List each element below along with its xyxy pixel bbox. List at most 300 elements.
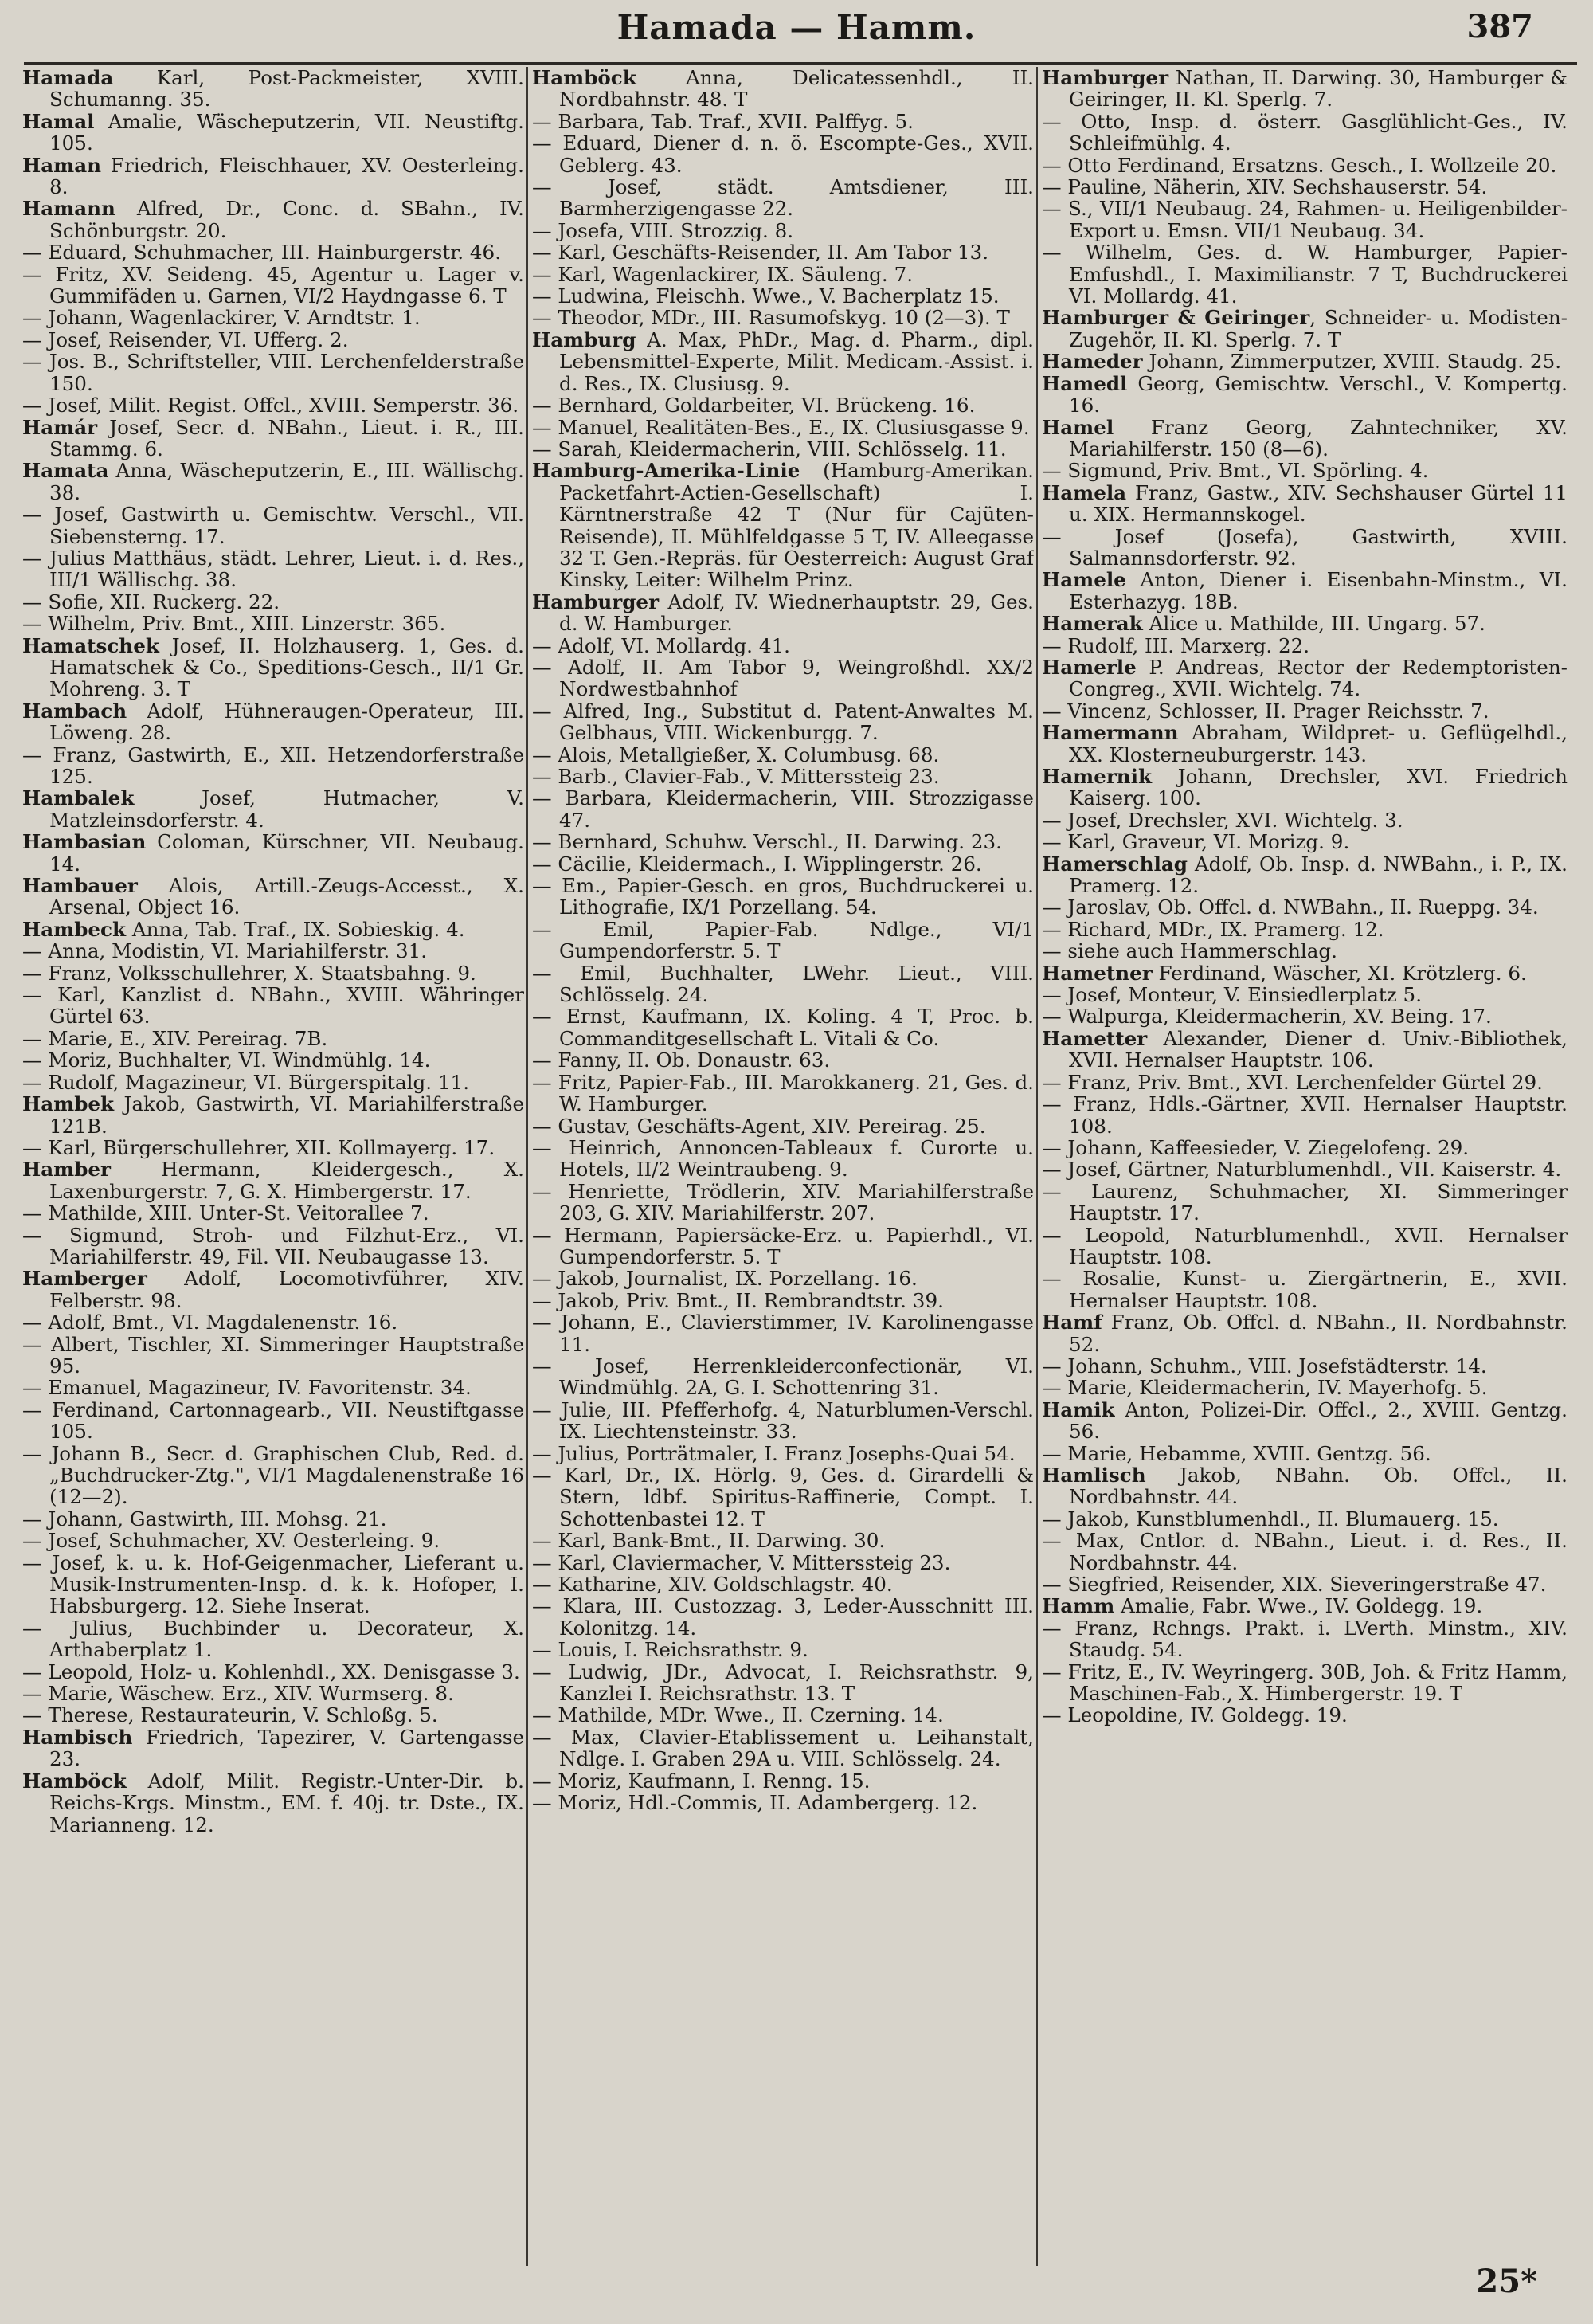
entry-text: Alice u. Mathilde, III. Ungarg. 57. [1142,612,1485,636]
directory-entry [22,1334,524,1378]
entry-text: — Sigmund, Stroh- und Filzhut-Erz., VI. Mariahilferstr. 49, Fil. VII. Neubaugasse 13. [22,1223,524,1268]
directory-entry [532,241,1034,263]
entry-text: Franz, Gastw., XIV. Sechshauser Gürtel 11 u. XIX. Hermannskogel. [1069,480,1568,527]
directory-entry [1042,1355,1568,1377]
directory-entry [1042,351,1568,372]
directory-entry [532,962,1034,1006]
entry-surname: Hametter [1042,1026,1148,1050]
entry-text: — Alois, Metallgießer, X. Columbusg. 68. [532,743,940,766]
entry-text: — Henriette, Trödlerin, XIV. Mariahilferstraße 203, G. XIV. Mariahilferstr. 207. [532,1179,1034,1225]
entry-surname: Hamela [1042,480,1127,504]
entry-text: — Fritz, E., IV. Weyringerg. 30B, Joh. & Fritz Hamm, Maschinen-Fab., X. Himbergerstr. 19. T [1042,1660,1568,1706]
entry-text: — S., VII/1 Neubaug. 24, Rahmen- u. Heiligenbilder-Export u. Emsn. VII/1 Neubaug. 34. [1042,197,1568,242]
entry-text: — Josef, Herrenkleiderconfectionär, VI. Windmühlg. 2A, G. I. Schottenring 31. [532,1354,1034,1400]
directory-entry [1042,460,1568,481]
entry-text: A. Max, PhDr., Mag. d. Pharm., dipl. Lebensmittel-Experte, Milit. Medicam.-Assist. i. d. Res., IX. Clusiusg. 9. [559,327,1034,395]
entry-text: — Katharine, XIV. Goldschlagstr. 40. [532,1573,893,1597]
entry-text: — Jaroslav, Ob. Offcl. d. NWBahn., II. Rueppg. 34. [1042,896,1539,919]
directory-entry [1042,613,1568,634]
entry-text: — Jos. B., Schriftsteller, VIII. Lerchenfelderstraße 150. [22,350,524,395]
entry-text: — Ernst, Kaufmann, IX. Koling. 4 T, Proc. b. Commanditgesellschaft L. Vitali & Co. [532,1005,1034,1050]
entry-text: P. Andreas, Rector der Redemptoristen-Congreg., XVII. Wichtelg. 74. [1069,655,1568,701]
directory-entry [532,1225,1034,1268]
directory-entry [1042,809,1568,831]
directory-entry [1042,569,1568,613]
entry-text: Abraham, Wildpret- u. Geflügelhdl., XX. Klosterneuburgerstr. 143. [1069,721,1568,766]
directory-entry [532,1552,1034,1574]
directory-entry [22,155,524,198]
directory-entry [532,1464,1034,1530]
entry-text: Alois, Artill.-Zeugs-Accesst., X. Arsenal, Object 16. [49,874,524,919]
entry-surname: Hamik [1042,1397,1115,1421]
entry-text: — Johann, Gastwirth, III. Mohsg. 21. [22,1507,387,1530]
directory-entry [22,1617,524,1661]
entry-text: — Sofie, XII. Ruckerg. 22. [22,590,280,613]
directory-entry [22,984,524,1028]
entry-text: — Ludwig, JDr., Advocat, I. Reichsrathstr. 9, Kanzlei I. Reichsrathstr. 13. T [532,1660,1034,1706]
entry-text: — Josefa, VIII. Strozzig. 8. [532,218,794,242]
directory-entry [532,1181,1034,1225]
directory-entry [1042,176,1568,198]
directory-entry [532,700,1034,744]
directory-entry [1042,198,1568,241]
entry-surname: Hamburger & Geiringer [1042,306,1310,330]
signature-mark: 25* [1476,2263,1537,2300]
entry-text: — Karl, Wagenlackirer, IX. Säuleng. 7. [532,262,914,286]
directory-entry [1042,831,1568,852]
entry-surname: Hamerschlag [1042,852,1188,876]
directory-entry [532,1072,1034,1115]
directory-entry [532,1290,1034,1311]
directory-entry [22,1158,524,1202]
entry-text: — Josef, städt. Amtsdiener, III. Barmherzigengasse 22. [532,175,1034,221]
directory-entry [22,351,524,394]
directory-entry [532,1049,1034,1071]
entry-text: — Hermann, Papiersäcke-Erz. u. Papierhdl., VI. Gumpendorferstr. 5. T [532,1223,1034,1268]
directory-entry [1042,1530,1568,1574]
directory-entry [532,591,1034,635]
directory-entry [22,394,524,416]
directory-entry [22,1093,524,1137]
entry-text: — Eduard, Diener d. n. ö. Escompte-Ges., XVII. Geblerg. 43. [532,131,1034,177]
entry-text: — Franz, Hdls.-Gärtner, XVII. Hernalser Hauptstr. 108. [1042,1092,1568,1138]
entry-text: Hermann, Kleidergesch., X. Laxenburgerstr. 7, G. X. Himbergerstr. 17. [49,1158,524,1203]
page-header [0,0,1593,56]
entry-text: — Ferdinand, Cartonnagearb., VII. Neustiftgasse 105. [22,1397,524,1444]
entry-text: — Gustav, Geschäfts-Agent, XIV. Pereirag. 25. [532,1114,986,1138]
entry-text: — Moriz, Hdl.-Commis, II. Adambergerg. 12. [532,1791,978,1815]
entry-text: — Eduard, Schuhmacher, III. Hainburgerstr. 46. [22,241,502,265]
directory-entry [22,1028,524,1049]
entry-text: Alexander, Diener d. Univ.-Bibliothek, XVII. Hernalser Hauptstr. 106. [1069,1026,1568,1072]
entry-text: — Franz, Gastwirth, E., XII. Hetzendorferstraße 125. [22,743,524,788]
directory-entry [1042,722,1568,766]
entry-text: Josef, II. Holzhauserg. 1, Ges. d. Hamatschek & Co., Speditions-Gesch., II/1 Gr. Mohreng. 3. T [49,633,524,701]
column-divider [1036,67,1038,2266]
entry-text: (Hamburg-Amerikan. Packetfahrt-Actien-Gesellschaft) I. Kärntnerstraße 42 T (Nur für Cajüten-Reisende), II. Mühlfeldgasse 5 T, IV. Alleegasse 32 T. Gen.-Repräs. für Oesterreich: August Graf Kinsky, Leiter: Wilhelm Prinz. [559,459,1034,592]
entry-text: — Klara, III. Custozzag. 3, Leder-Ausschnitt III. Kolonitzg. 14. [532,1594,1034,1640]
entry-text: — Fanny, II. Ob. Donaustr. 63. [532,1048,831,1072]
entry-text: Josef, Hutmacher, V. Matzleinsdorferstr. 4. [49,786,524,832]
directory-entry [22,264,524,308]
directory-entry [22,1508,524,1530]
directory-entry [532,329,1034,394]
directory-entry [22,1225,524,1268]
entry-surname: Hamburg [532,327,636,351]
entry-surname: Hamerak [1042,612,1143,636]
directory-entry [1042,1072,1568,1093]
directory-entry [532,1704,1034,1726]
directory-entry [1042,853,1568,897]
entry-text: — Heinrich, Annoncen-Tableaux f. Curorte u. Hotels, II/2 Weintraubeng. 9. [532,1135,1034,1182]
entry-surname: Hamermann [1042,721,1179,745]
entry-text: — Josef, Gärtner, Naturblumenhdl., VII. Kaiserstr. 4. [1042,1158,1562,1182]
entry-text: — Ludwina, Fleischh. Wwe., V. Bacherplatz 15. [532,284,1000,308]
entry-text: — Louis, I. Reichsrathstr. 9. [532,1638,808,1662]
directory-entry [1042,417,1568,460]
directory-entry [1042,962,1568,984]
directory-entry [22,1552,524,1617]
entry-text: Amalie, Fabr. Wwe., IV. Goldegg. 19. [1114,1594,1483,1618]
running-title: Hamada — Hamm. [616,8,977,47]
entry-text: — Julius Matthäus, städt. Lehrer, Lieut. i. d. Res., III/1 Wällischg. 38. [22,546,524,592]
entry-surname: Hamann [22,197,115,221]
directory-entry [22,1661,524,1683]
directory-entry [22,919,524,940]
entry-text: — Julius, Buchbinder u. Decorateur, X. Arthaberplatz 1. [22,1616,524,1662]
directory-entry [22,1443,524,1508]
page-number: 387 [1466,8,1533,45]
directory-entry [532,1443,1034,1464]
entry-surname: Hamm [1042,1594,1115,1618]
entry-text: — Franz, Priv. Bmt., XVI. Lerchenfelder Gürtel 29. [1042,1070,1543,1094]
directory-entry [1042,635,1568,656]
directory-entry [532,1661,1034,1705]
entry-surname: Hamberger [22,1267,147,1291]
entry-text: — Emanuel, Magazineur, IV. Favoritenstr. 34. [22,1376,472,1400]
entry-text: Adolf, Locomotivführer, XIV. Felberstr. 98. [49,1267,524,1312]
entry-text: — Karl, Graveur, VI. Morizg. 9. [1042,830,1350,854]
directory-entry [22,700,524,744]
entry-surname: Hamburger [1042,67,1169,89]
entry-surname: Hamatschek [22,633,159,657]
entry-text: Friedrich, Fleischhauer, XV. Oesterleing. 8. [49,153,524,199]
entry-text: — Mathilde, MDr. Wwe., II. Czerning. 14. [532,1703,944,1727]
entry-text: — Vincenz, Schlosser, II. Prager Reichsstr. 7. [1042,699,1489,723]
directory-entry [1042,241,1568,307]
entry-text: — Julius, Porträtmaler, I. Franz Josephs-Quai 54. [532,1441,1016,1465]
entry-text: — Marie, E., XIV. Pereirag. 7B. [22,1026,328,1050]
directory-entry [1042,700,1568,722]
directory-entry [532,1726,1034,1770]
entry-text: — Walpurga, Kleidermacherin, XV. Being. 17. [1042,1005,1492,1029]
entry-surname: Hambach [22,699,127,723]
entry-text: — Franz, Rchngs. Prakt. i. LVerth. Minstm., XIV. Staudg. 54. [1042,1616,1568,1662]
entry-text: Anna, Tab. Traf., IX. Sobieskig. 4. [126,917,465,941]
entry-surname: Hamernik [1042,765,1153,788]
entry-text: Franz, Ob. Offcl. d. NBahn., II. Nordbahnstr. 52. [1069,1311,1568,1356]
directory-entry [532,1530,1034,1551]
directory-entry [532,132,1034,176]
entry-text: — Jakob, Journalist, IX. Porzellang. 16. [532,1267,918,1291]
directory-entry [532,853,1034,875]
directory-entry [532,1137,1034,1181]
entry-surname: Hamber [22,1158,111,1182]
directory-entry [532,1005,1034,1049]
entry-text: — siehe auch Hammerschlag. [1042,939,1337,963]
entry-text: — Jakob, Kunstblumenhdl., II. Blumauerg. 15. [1042,1507,1499,1530]
entry-text: — Josef (Josefa), Gastwirth, XVIII. Salmannsdorferstr. 92. [1042,524,1568,570]
entry-text: Johann, Drechsler, XVI. Friedrich Kaiserg. 100. [1069,765,1568,810]
directory-entry [1042,482,1568,526]
entry-text: — Emil, Papier-Fab. Ndlge., VI/1 Gumpendorferstr. 5. T [532,917,1034,963]
entry-text: — Max, Cntlor. d. NBahn., Lieut. i. d. Res., II. Nordbahnstr. 44. [1042,1529,1568,1574]
entry-text: — Bernhard, Schuhw. Verschl., II. Darwing. 23. [532,830,1002,854]
directory-entry [22,1726,524,1770]
directory-entry [1042,1181,1568,1225]
entry-text: — Marie, Wäschew. Erz., XIV. Wurmserg. 8. [22,1682,454,1706]
directory-entry [22,241,524,263]
entry-text: — Siegfried, Reisender, XIX. Sieveringerstraße 47. [1042,1573,1547,1597]
directory-entry [22,1049,524,1071]
directory-entry [1042,1704,1568,1726]
entry-text: Johann, Zimmerputzer, XVIII. Staudg. 25. [1142,350,1562,374]
entry-text: — Johann, E., Clavierstimmer, IV. Karolinengasse 11. [532,1311,1034,1356]
directory-entry [532,220,1034,241]
directory-entry [22,1072,524,1093]
directory-entry [532,1399,1034,1443]
entry-text: — Em., Papier-Gesch. en gros, Buchdruckerei u. Lithografie, IX/1 Porzellang. 54. [532,874,1034,919]
directory-entry [22,1770,524,1836]
directory-entry [1042,1574,1568,1595]
directory-entry [1042,1595,1568,1617]
entry-surname: Hamf [1042,1311,1102,1334]
entry-text: — Albert, Tischler, XI. Simmeringer Hauptstraße 95. [22,1332,524,1378]
entry-text: — Karl, Geschäfts-Reisender, II. Am Tabor 13. [532,241,989,265]
entry-surname: Haman [22,153,102,177]
entry-text: Anna, Delicatessenhdl., II. Nordbahnstr. 48. T [559,67,1034,112]
directory-entry [1042,1661,1568,1705]
directory-entry [1042,1137,1568,1158]
directory-entry [532,417,1034,438]
directory-entry [532,1792,1034,1813]
entry-text: — Rudolf, III. Marxerg. 22. [1042,633,1310,657]
entry-text: — Julie, III. Pfefferhofg. 4, Naturblumen-Verschl. IX. Liechtensteinstr. 33. [532,1397,1034,1444]
entry-text: — Manuel, Realitäten-Bes., E., IX. Clusiusgasse 9. [532,415,1030,439]
entry-text: — Rosalie, Kunst- u. Ziergärtnerin, E., XVII. Hernalser Hauptstr. 108. [1042,1267,1568,1312]
entry-surname: Hamböck [22,1769,127,1793]
directory-entry [532,285,1034,307]
directory-entry [22,635,524,700]
column-right [1042,67,1568,2250]
directory-entry [22,547,524,591]
entry-text: — Leopold, Holz- u. Kohlenhdl., XX. Denisgasse 3. [22,1660,520,1683]
entry-text: Karl, Post-Packmeister, XVIII. Schumanng. 35. [49,67,524,112]
directory-entry [532,919,1034,962]
directory-entry [532,307,1034,328]
entry-text: — Josef, Drechsler, XVI. Wichtelg. 3. [1042,808,1403,832]
directory-entry [22,1202,524,1224]
directory-entry [22,744,524,788]
entry-text: — Marie, Kleidermacherin, IV. Mayerhofg. 5. [1042,1376,1488,1400]
directory-entry [22,329,524,351]
directory-entry [22,198,524,241]
entry-text: — Leopold, Naturblumenhdl., XVII. Hernalser Hauptstr. 108. [1042,1223,1568,1268]
directory-entry [532,635,1034,656]
directory-entry [22,591,524,613]
entry-text: Anton, Diener i. Eisenbahn-Minstm., VI. Esterhazyg. 18B. [1069,568,1568,613]
entry-text: Adolf, Ob. Insp. d. NWBahn., i. P., IX. Pramerg. 12. [1069,852,1568,898]
entry-text: — Barbara, Kleidermacherin, VIII. Strozzigasse 47. [532,786,1034,832]
entry-text: — Jakob, Priv. Bmt., II. Rembrandtstr. 39. [532,1288,944,1312]
directory-entry [532,67,1034,111]
entry-text: Adolf, Milit. Registr.-Unter-Dir. b. Reichs-Krgs. Minstm., EM. f. 40j. tr. Dste., IX. Marianneng. 12. [49,1769,524,1836]
entry-text: — Adolf, VI. Mollardg. 41. [532,633,790,657]
entry-text: — Richard, MDr., IX. Pramerg. 12. [1042,917,1384,941]
entry-text: — Karl, Dr., IX. Hörlg. 9, Ges. d. Girardelli & Stern, ldbf. Spiritus-Raffinerie, Compt. I. Schottenbastei 12. T [532,1464,1034,1530]
entry-text: — Josef, k. u. k. Hof-Geigenmacher, Lieferant u. Musik-Instrumenten-Insp. d. k. k. Hofoper, I. Habsburgerg. 12. Siehe Inserat. [22,1550,524,1618]
entry-text: Alfred, Dr., Conc. d. SBahn., IV. Schönburgstr. 20. [49,197,524,242]
entry-text: — Wilhelm, Ges. d. W. Hamburger, Papier-Emfushdl., I. Maximilianstr. 7 T, Buchdruckerei VI. Mollardg. 41. [1042,241,1568,308]
entry-text: Coloman, Kürschner, VII. Neubaug. 14. [49,830,524,876]
directory-entry [22,1268,524,1311]
entry-surname: Hamada [22,67,114,89]
directory-entry [532,766,1034,787]
entry-text: — Cäcilie, Kleidermach., I. Wipplingerstr. 26. [532,852,982,876]
directory-entry [22,1683,524,1704]
entry-text: Friedrich, Tapezirer, V. Gartengasse 23. [49,1725,524,1771]
entry-text: Adolf, IV. Wiednerhauptstr. 29, Ges. d. W. Hamburger. [559,590,1034,636]
entry-text: Ferdinand, Wäscher, XI. Krötzlerg. 6. [1152,961,1527,985]
entry-text: — Karl, Kanzlist d. NBahn., XVIII. Währinger Gürtel 63. [22,983,524,1029]
entry-surname: Hamel [1042,415,1114,439]
directory-entry [1042,526,1568,570]
entry-text: — Karl, Bank-Bmt., II. Darwing. 30. [532,1529,886,1553]
directory-entry [1042,656,1568,700]
directory-entry [22,1377,524,1398]
directory-entry [532,111,1034,132]
directory-entry [22,940,524,962]
entry-text: — Emil, Buchhalter, LWehr. Lieut., VIII. Schlösselg. 24. [532,961,1034,1007]
directory-entry [532,1311,1034,1355]
entry-text: — Josef, Gastwirth u. Gemischtw. Verschl., VII. Siebensterng. 17. [22,503,524,548]
directory-entry [22,1399,524,1443]
directory-entry [22,67,524,111]
entry-text: — Johann, Schuhm., VIII. Josefstädterstr. 14. [1042,1354,1487,1378]
entry-text: — Bernhard, Goldarbeiter, VI. Brückeng. 16. [532,394,976,417]
entry-text: — Rudolf, Magazineur, VI. Bürgerspitalg. 11. [22,1070,470,1094]
entry-text: — Fritz, Papier-Fab., III. Marokkanerg. 21, Ges. d. W. Hamburger. [532,1070,1034,1116]
column-divider [526,67,528,2266]
directory-entry [1042,1399,1568,1443]
entry-surname: Hamele [1042,568,1126,592]
directory-entry [1042,373,1568,417]
entry-text: — Barbara, Tab. Traf., XVII. Palffyg. 5. [532,109,914,133]
entry-surname: Hambauer [22,874,138,898]
entry-text: Georg, Gemischtw. Verschl., V. Kompertg. 16. [1069,371,1568,417]
entry-surname: Hambeck [22,917,127,941]
entry-surname: Hamár [22,415,98,439]
directory-entry [1042,984,1568,1005]
entry-text: — Barb., Clavier-Fab., V. Mitterssteig 23. [532,765,940,788]
directory-entry [22,613,524,634]
directory-entry [22,875,524,919]
directory-entry [1042,307,1568,351]
directory-entry [1042,919,1568,940]
directory-entry [22,307,524,328]
directory-entry [1042,1005,1568,1027]
directory-entry [532,787,1034,831]
entry-text: — Marie, Hebamme, XVIII. Gentzg. 56. [1042,1441,1431,1465]
entry-text: — Theodor, MDr., III. Rasumofskyg. 10 (2—3). T [532,306,1010,330]
entry-text: — Wilhelm, Priv. Bmt., XIII. Linzerstr. 365. [22,612,446,636]
entry-surname: Hamburger [532,590,660,613]
entry-text: , Schneider- u. Modisten-Zugehör, II. Kl. Sperlg. 7. T [1069,306,1568,351]
entry-text: — Adolf, II. Am Tabor 9, Weingroßhdl. XX/2 Nordwestbahnhof [532,655,1034,701]
directory-entry [1042,896,1568,918]
directory-entry [1042,111,1568,155]
directory-entry [532,394,1034,416]
directory-entry [1042,1377,1568,1398]
column-middle [532,67,1034,2250]
directory-entry [1042,766,1568,809]
entry-text: Jakob, Gastwirth, VI. Mariahilferstraße 121B. [49,1092,524,1138]
entry-surname: Hambalek [22,786,135,810]
directory-entry [1042,1617,1568,1661]
entry-text: — Otto Ferdinand, Ersatzns. Gesch., I. Wollzeile 20. [1042,153,1557,177]
directory-entry [22,417,524,460]
entry-text: — Johann, Kaffeesieder, V. Ziegelofeng. 29. [1042,1135,1470,1159]
entry-surname: Hambasian [22,830,147,854]
entry-text: — Johann B., Secr. d. Graphischen Club, Red. d. „Buchdrucker-Ztg.", VI/1 Magdalenenstraße 16 (12—2). [22,1441,524,1509]
entry-text: Nathan, II. Darwing. 30, Hamburger & Geiringer, II. Kl. Sperlg. 7. [1069,67,1568,112]
directory-entry [532,656,1034,700]
entry-surname: Hamböck [532,67,636,89]
entry-surname: Hamata [22,459,109,483]
entry-text: — Josef, Milit. Regist. Offcl., XVIII. Semperstr. 36. [22,394,519,417]
entry-text: — Adolf, Bmt., VI. Magdalenenstr. 16. [22,1311,398,1334]
entry-text: Anton, Polizei-Dir. Offcl., 2., XVIII. Gentzg. 56. [1069,1397,1568,1444]
entry-text: — Josef, Schuhmacher, XV. Oesterleing. 9. [22,1529,440,1553]
directory-entry [22,1530,524,1551]
entry-surname: Hamburg-Amerika-Linie [532,459,800,483]
entry-surname: Hambek [22,1092,115,1116]
directory-entry [22,962,524,984]
entry-text: Adolf, Hühneraugen-Operateur, III. Löweng. 28. [49,699,524,745]
directory-entry [22,787,524,831]
entry-text: — Laurenz, Schuhmacher, XI. Simmeringer Hauptstr. 17. [1042,1179,1568,1225]
directory-entry [1042,1225,1568,1268]
entry-text: — Anna, Modistin, VI. Mariahilferstr. 31. [22,939,428,963]
entry-text: — Josef, Reisender, VI. Ufferg. 2. [22,327,349,351]
directory-entry [1042,940,1568,962]
entry-text: — Fritz, XV. Seideng. 45, Agentur u. Lager v. Gummifäden u. Garnen, VI/2 Haydngasse 6. T [22,262,524,308]
directory-entry [1042,1093,1568,1137]
column-left [22,67,524,2250]
entry-surname: Hamedl [1042,371,1128,395]
directory-entry [22,1137,524,1158]
directory-entry [22,504,524,547]
entry-text: — Max, Clavier-Etablissement u. Leihanstalt, Ndlge. I. Graben 29A u. VIII. Schlösselg. 24. [532,1725,1034,1771]
entry-text: — Alfred, Ing., Substitut d. Patent-Anwaltes M. Gelbhaus, VIII. Wickenburgg. 7. [532,699,1034,745]
entry-text: — Mathilde, XIII. Unter-St. Veitorallee 7. [22,1201,429,1225]
entry-text: — Pauline, Näherin, XIV. Sechshauserstr. 54. [1042,175,1488,199]
directory-entry [532,1355,1034,1399]
header-rule [24,62,1577,65]
entry-text: — Franz, Volksschullehrer, X. Staatsbahng. 9. [22,961,476,985]
entry-surname: Hambisch [22,1725,133,1749]
directory-entry [1042,1028,1568,1072]
